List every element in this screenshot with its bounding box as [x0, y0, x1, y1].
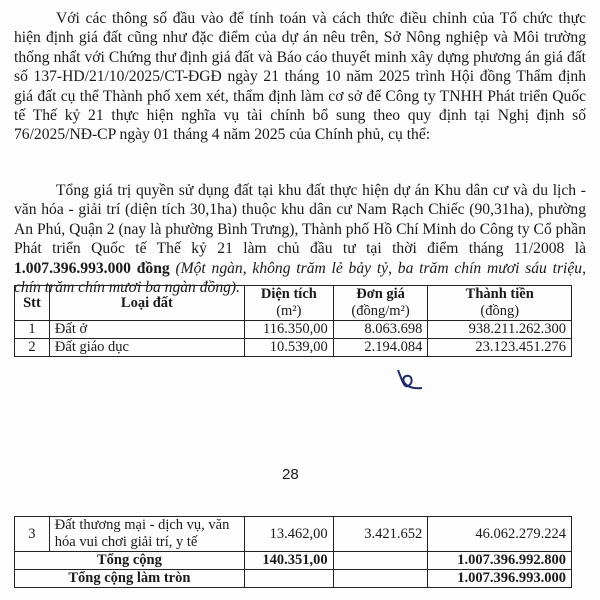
page-number: 28 — [282, 466, 299, 483]
total-value-amount: 1.007.396.993.000 đồng — [14, 259, 170, 277]
cell-stt: 2 — [15, 339, 50, 357]
header-total: Thành tiền (đồng) — [428, 286, 572, 321]
header-unit-price: Đơn giá (đồng/m²) — [333, 286, 428, 321]
table-sum-row — [15, 552, 572, 570]
header-stt: Stt — [15, 286, 50, 321]
sum-total: 1.007.396.992.800 — [428, 552, 572, 570]
cell-land-type: Đất thương mại - dịch vụ, văn hóa vui chơi giải trí, y tế — [49, 517, 244, 552]
cell-stt: 1 — [15, 321, 50, 339]
cell-area: 116.350,00 — [244, 321, 333, 339]
cell-unit-price: 3.421.652 — [333, 517, 428, 552]
total-value-text: Tổng giá trị quyền sử dụng đất tại khu đất thực hiện dự án Khu dân cư và du lịch - văn hóa - giải trí (diện tích 30,1ha) thuộc khu dân cư Nam Rạch Chiếc (90,31ha), phường An Phú, Quận 2 (nay là phường Bình Trưng), Thành phố Hồ Chí Minh do Công ty Cổ phần Phát triển Quốc tế Thế kỷ 21 làm chủ đầu tư tại thời điểm tháng 11/2008 là — [14, 182, 586, 258]
table-row — [15, 321, 572, 339]
cell-unit-price: 8.063.698 — [333, 321, 428, 339]
table-rounded-row — [15, 570, 572, 588]
table-row — [15, 517, 572, 552]
sum-price-empty — [333, 552, 428, 570]
rounded-total: 1.007.396.993.000 — [428, 570, 572, 588]
cell-total: 23.123.451.276 — [428, 339, 572, 357]
cell-total: 938.211.262.300 — [428, 321, 572, 339]
rounded-label: Tổng cộng làm tròn — [15, 570, 245, 588]
cell-area: 10.539,00 — [244, 339, 333, 357]
sum-label: Tổng cộng — [15, 552, 245, 570]
rounded-price-empty — [333, 570, 428, 588]
header-land-type: Loại đất — [49, 286, 244, 321]
header-area: Diện tích (m²) — [244, 286, 333, 321]
sum-area: 140.351,00 — [244, 552, 333, 570]
cell-total: 46.062.279.224 — [428, 517, 572, 552]
cell-unit-price: 2.194.084 — [333, 339, 428, 357]
signature-initial — [392, 366, 428, 399]
cell-stt: 3 — [15, 517, 50, 552]
paragraph-total-value — [14, 181, 586, 297]
cell-area: 13.462,00 — [244, 517, 333, 552]
total-value-in-words: (Một ngàn, không trăm lẻ bảy tỷ, ba trăm chín mươi sáu triệu, chín trăm chín mươi ba ngàn đồng). — [14, 259, 586, 297]
table-header-row — [15, 286, 572, 321]
rounded-area-empty — [244, 570, 333, 588]
paragraph-intro: Với các thông số đầu vào để tính toán và cách thức điều chỉnh của Tổ chức thực hiện định giá đất cũng như đặc điểm của dự án nêu trên, Sở Nông nghiệp và Môi trường thống nhất với Chứng thư định giá đất và Báo cáo thuyết minh xây dựng phương án giá đất số 137-HD/21/10/2025/CT-ĐGĐ ngày 21 tháng 10 năm 2025 trình Hội đồng Thẩm định giá đất cụ thể Thành phố xem xét, thẩm định làm cơ sở để Công ty TNHH Phát triển Quốc tế Thế kỷ 21 thực hiện nghĩa vụ tài chính bổ sung theo quy định tại Nghị định số 76/2025/NĐ-CP ngày 01 tháng 4 năm 2025 của Chính phủ, cụ thể: — [14, 10, 586, 144]
table-row — [15, 339, 572, 357]
cell-land-type: Đất ở — [49, 321, 244, 339]
cell-land-type: Đất giáo dục — [49, 339, 244, 357]
land-value-table — [14, 285, 572, 357]
land-value-table-continued — [14, 516, 572, 588]
